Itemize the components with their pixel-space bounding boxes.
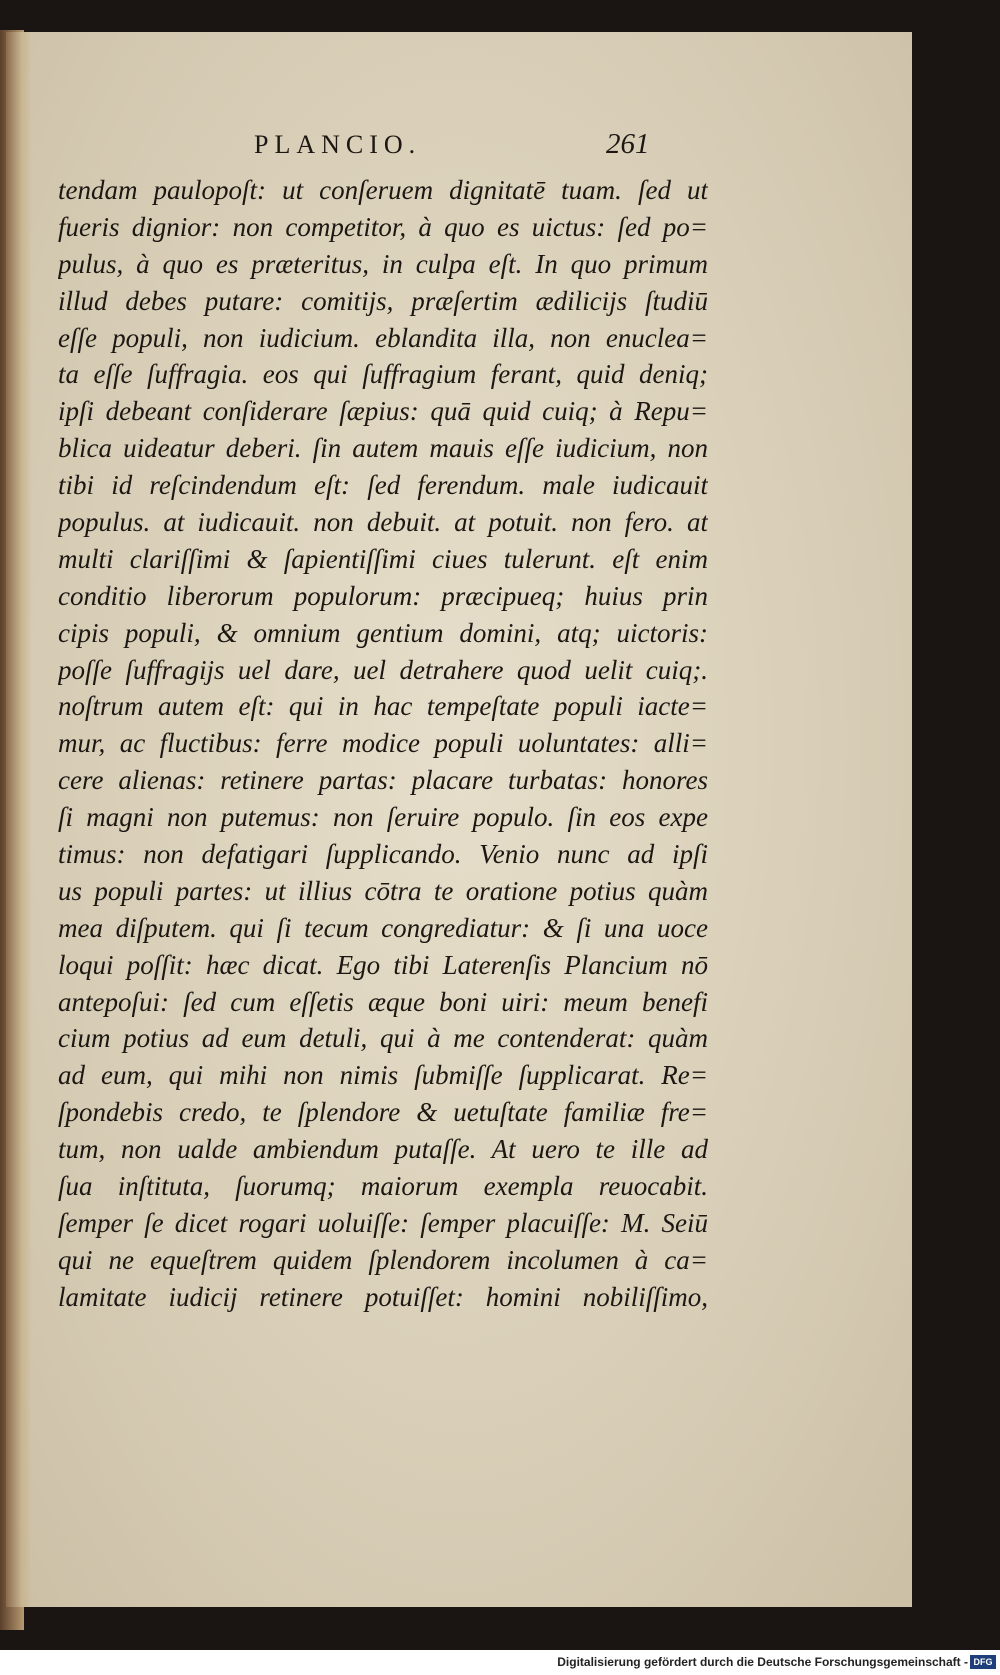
text-line: poſſe ſuffragijs uel dare, uel detrahere quod uelit cuiq;.	[58, 654, 708, 685]
page-number: 261	[606, 128, 650, 160]
text-line: multi clariſſimi & ſapientiſſimi ciues tulerunt. eſt enim	[58, 543, 708, 574]
text-line: ſi magni non putemus: non ſeruire populo. ſin eos expe	[58, 802, 708, 833]
text-line: mea diſputem. qui ſi tecum congrediatur: & ſi una uoce	[58, 912, 708, 943]
dfg-logo: DFG	[970, 1655, 996, 1669]
text-line: cere alienas: retinere partas: placare turbatas: honores	[58, 765, 708, 796]
text-line: lamitate iudicij retinere potuiſſet: homini nobiliſſimo,	[58, 1281, 708, 1312]
text-line: eſſe populi, non iudicium. eblandita illa, non enuclea=	[58, 322, 708, 353]
text-line: conditio liberorum populorum: præcipueq; huius prin	[58, 580, 708, 611]
text-line: cium potius ad eum detuli, qui à me contenderat: quàm	[58, 1023, 708, 1054]
text-line: pulus, à quo es præteritus, in culpa eſt. In quo primum	[58, 248, 708, 279]
text-line: tendam paulopoſt: ut conſeruem dignitatē tuam. ſed ut	[58, 175, 708, 205]
text-line: us populi partes: ut illius cōtra te oratione potius quàm	[58, 875, 708, 906]
text-line: ſemper ſe dicet rogari uoluiſſe: ſemper placuiſſe: M. Seiū	[58, 1207, 708, 1238]
page-gutter	[6, 32, 32, 1607]
text-line: tum, non ualde ambiendum putaſſe. At uero te ille ad	[58, 1134, 708, 1165]
text-line: tibi id reſcindendum eſt: ſed ferendum. male iudicauit	[58, 470, 708, 501]
text-line: ta eſſe ſuffragia. eos qui ſuffragium ferant, quid deniq;	[58, 359, 708, 390]
text-line: ſua inſtituta, ſuorumq; maiorum exempla reuocabit.	[58, 1171, 708, 1202]
text-line: blica uideatur deberi. ſin autem mauis eſſe iudicium, non	[58, 433, 708, 464]
text-line: ad eum, qui mihi non nimis ſubmiſſe ſupplicarat. Re=	[58, 1060, 708, 1091]
text-line: antepoſui: ſed cum eſſetis æque boni uiri: meum benefi	[58, 986, 708, 1017]
text-line: timus: non defatigari ſupplicando. Venio nunc ad ipſi	[58, 839, 708, 870]
footer-credit: Digitalisierung gefördert durch die Deutsche Forschungsgemeinschaft -	[557, 1655, 968, 1669]
text-line: mur, ac fluctibus: ferre modice populi uoluntates: alli=	[58, 728, 708, 759]
text-line: ſpondebis credo, te ſplendore & uetuſtate familiæ fre=	[58, 1097, 708, 1128]
text-line: cipis populi, & omnium gentium domini, atq; uictoris:	[58, 617, 708, 648]
text-line: qui ne equeſtrem quidem ſplendorem incolumen à ca=	[58, 1244, 708, 1275]
text-line: loqui poſſit: hæc dicat. Ego tibi Laterenſis Plancium nō	[58, 949, 708, 980]
text-line: populus. at iudicauit. non debuit. at potuit. non fero. at	[58, 507, 708, 538]
text-line: noſtrum autem eſt: qui in hac tempeſtate populi iacte=	[58, 691, 708, 722]
text-line: illud debes putare: comitijs, præſertim ædilicijs ſtudiū	[58, 285, 708, 316]
text-block	[58, 172, 708, 1316]
footer-bar	[0, 1650, 1000, 1675]
book-page	[6, 32, 912, 1607]
text-line: ipſi debeant conſiderare ſæpius: quā quid cuiq; à Repu=	[58, 396, 708, 427]
text-line: fueris dignior: non competitor, à quo es uictus: ſed po=	[58, 211, 708, 242]
running-head-title: PLANCIO.	[254, 130, 422, 159]
